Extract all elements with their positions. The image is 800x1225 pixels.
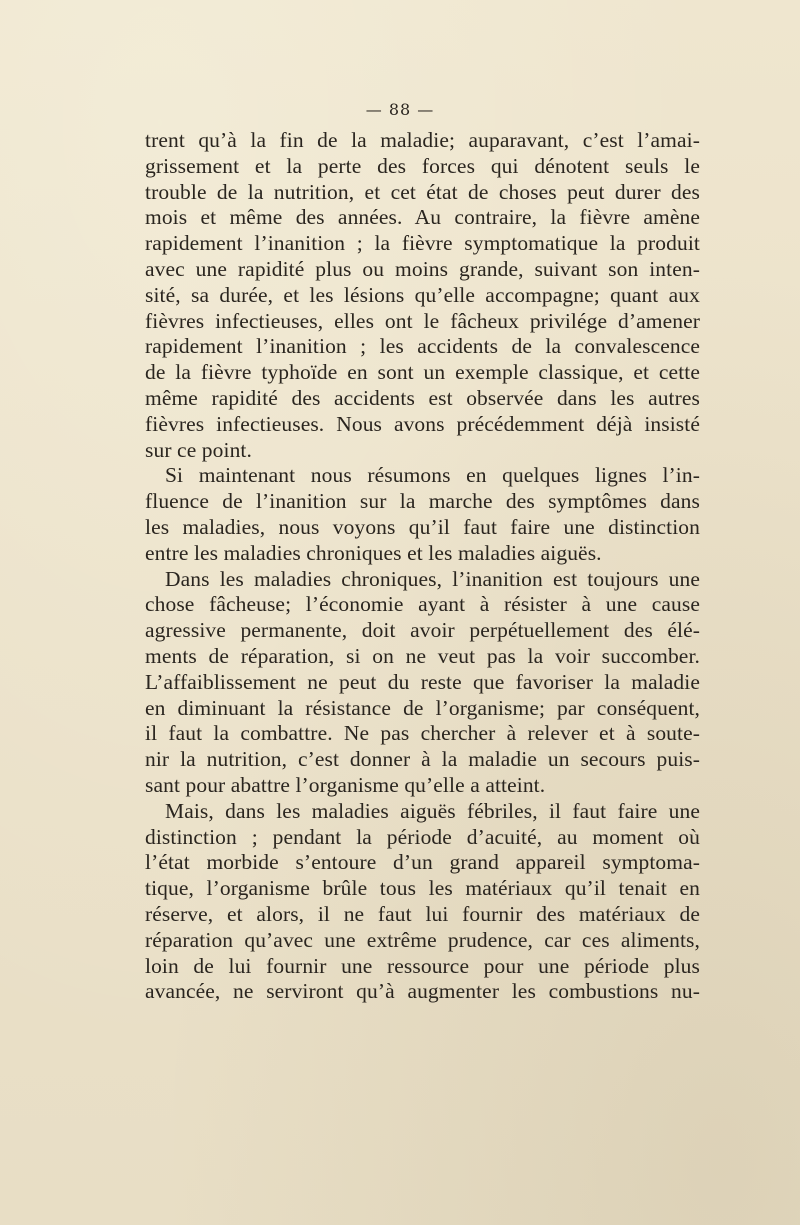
text-line: les maladies, nous voyons qu’il faut faire une distinction xyxy=(145,514,700,539)
text-line: de la fièvre typhoïde en sont un exemple classique, et cette xyxy=(145,360,700,385)
text-line: agressive permanente, doit avoir perpétuellement des élé- xyxy=(145,618,700,643)
text-line: mois et même des années. Au contraire, la fièvre amène xyxy=(145,205,700,230)
text-line: Dans les maladies chroniques, l’inanition est toujours une xyxy=(165,566,700,591)
text-line: L’affaiblissement ne peut du reste que favoriser la maladie xyxy=(145,669,700,694)
text-line: entre les maladies chroniques et les maladies aiguës. xyxy=(145,540,602,565)
text-line: sant pour abattre l’organisme qu’elle a atteint. xyxy=(145,772,546,797)
text-line: réserve, et alors, il ne faut lui fournir des matériaux de xyxy=(145,901,700,926)
text-line: nir la nutrition, c’est donner à la maladie un secours puis- xyxy=(145,747,700,772)
text-line: rapidement l’inanition ; les accidents de la convalescence xyxy=(145,334,700,359)
text-line: fièvres infectieuses, elles ont le fâcheux privilége d’amener xyxy=(145,308,700,333)
text-line: tique, l’organisme brûle tous les matériaux qu’il tenait en xyxy=(145,876,700,901)
text-line: loin de lui fournir une ressource pour une période plus xyxy=(145,953,700,978)
text-line: ments de réparation, si on ne veut pas la voir succomber. xyxy=(145,643,700,668)
text-line: distinction ; pendant la période d’acuité, au moment où xyxy=(145,824,700,849)
body-text xyxy=(145,128,700,1005)
text-line: fluence de l’inanition sur la marche des symptômes dans xyxy=(145,489,700,514)
text-line: Mais, dans les maladies aiguës fébriles, il faut faire une xyxy=(165,798,700,823)
text-line: avec une rapidité plus ou moins grande, suivant son inten- xyxy=(145,256,700,281)
text-line: fièvres infectieuses. Nous avons précédemment déjà insisté xyxy=(145,411,700,436)
text-line: même rapidité des accidents est observée dans les autres xyxy=(145,385,700,410)
text-line: chose fâcheuse; l’économie ayant à résister à une cause xyxy=(145,592,700,617)
text-line: Si maintenant nous résumons en quelques lignes l’in- xyxy=(165,463,700,488)
text-line: il faut la combattre. Ne pas chercher à relever et à soute- xyxy=(145,721,700,746)
text-line: avancée, ne serviront qu’à augmenter les combustions nu- xyxy=(145,979,700,1004)
text-line: en diminuant la résistance de l’organisme; par conséquent, xyxy=(145,695,700,720)
text-line: sur ce point. xyxy=(145,437,252,462)
page-number: — 88 — xyxy=(365,100,435,119)
text-line: réparation qu’avec une extrême prudence, car ces aliments, xyxy=(145,927,700,952)
text-line: trouble de la nutrition, et cet état de choses peut durer des xyxy=(145,179,700,204)
text-line: trent qu’à la fin de la maladie; auparavant, c’est l’amai- xyxy=(145,128,700,152)
text-line: sité, sa durée, et les lésions qu’elle accompagne; quant aux xyxy=(145,282,700,307)
text-line: rapidement l’inanition ; la fièvre symptomatique la produit xyxy=(145,231,700,256)
text-line: grissement et la perte des forces qui dénotent seuls le xyxy=(145,153,700,178)
text-line: l’état morbide s’entoure d’un grand appareil symptoma- xyxy=(145,850,700,875)
